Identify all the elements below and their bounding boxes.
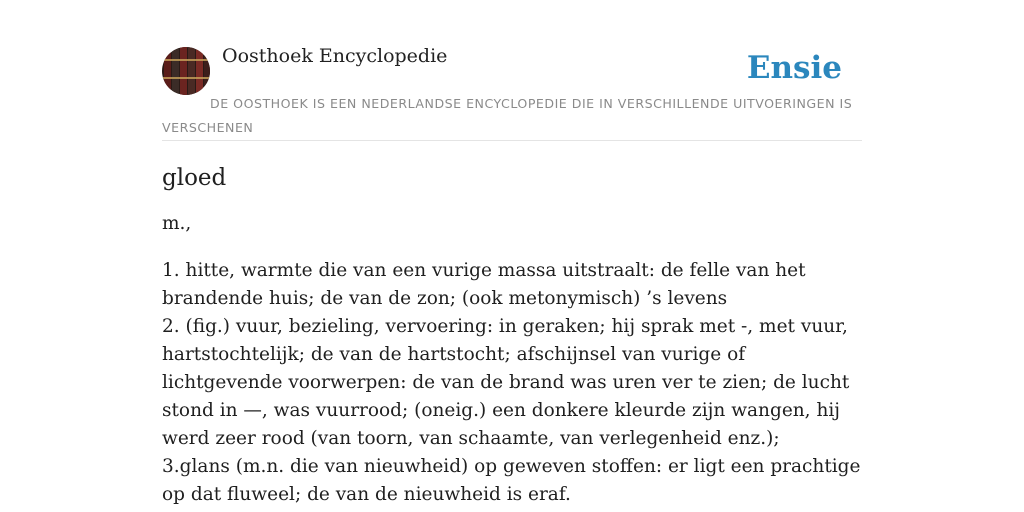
entry-headword: gloed <box>162 165 227 191</box>
ensie-logo-link[interactable]: Ensie <box>746 50 842 86</box>
entry-content <box>162 160 862 509</box>
book-spine-icon <box>172 47 179 95</box>
book-spine-icon <box>164 47 171 95</box>
header <box>162 0 862 141</box>
book-spine-icon <box>188 47 195 95</box>
source-subtitle: DE OOSTHOEK IS EEN NEDERLANDSE ENCYCLOPEDIE DIE IN VERSCHILLENDE UITVOERINGEN IS VERSCHENEN <box>162 96 853 135</box>
part-of-speech: m., <box>162 213 192 234</box>
definition-sense: 3.glans (m.n. die van nieuwheid) op geweven stoffen: er ligt een prachtige op dat fluweel; de van de nieuwheid is eraf. <box>162 456 861 505</box>
book-spine-icon <box>180 47 187 95</box>
source-avatar[interactable] <box>162 47 210 95</box>
definition-sense: 1. hitte, warmte die van een vurige massa uitstraalt: de felle van het brandende huis; de van de zon; (ook metonymisch) ’s levens <box>162 260 806 309</box>
source-title[interactable]: Oosthoek Encyclopedie <box>222 45 448 67</box>
book-band-icon <box>162 59 210 61</box>
book-spine-icon <box>204 47 210 95</box>
definition-sense: 2. (fig.) vuur, bezieling, vervoering: in geraken; hij sprak met -, met vuur, hartstochtelijk; de van de hartstocht; afschijnsel van vurige of lichtgevende voorwerpen: de van de brand was uren ver te zien; de lucht stond in —, was vuurrood; (oneig.) een donkere kleurde zijn wangen, hij werd zeer rood (van toorn, van schaamte, van verlegenheid enz.); <box>162 316 850 449</box>
definition-text <box>162 257 862 509</box>
book-spine-icon <box>196 47 203 95</box>
book-band-icon <box>162 77 210 79</box>
